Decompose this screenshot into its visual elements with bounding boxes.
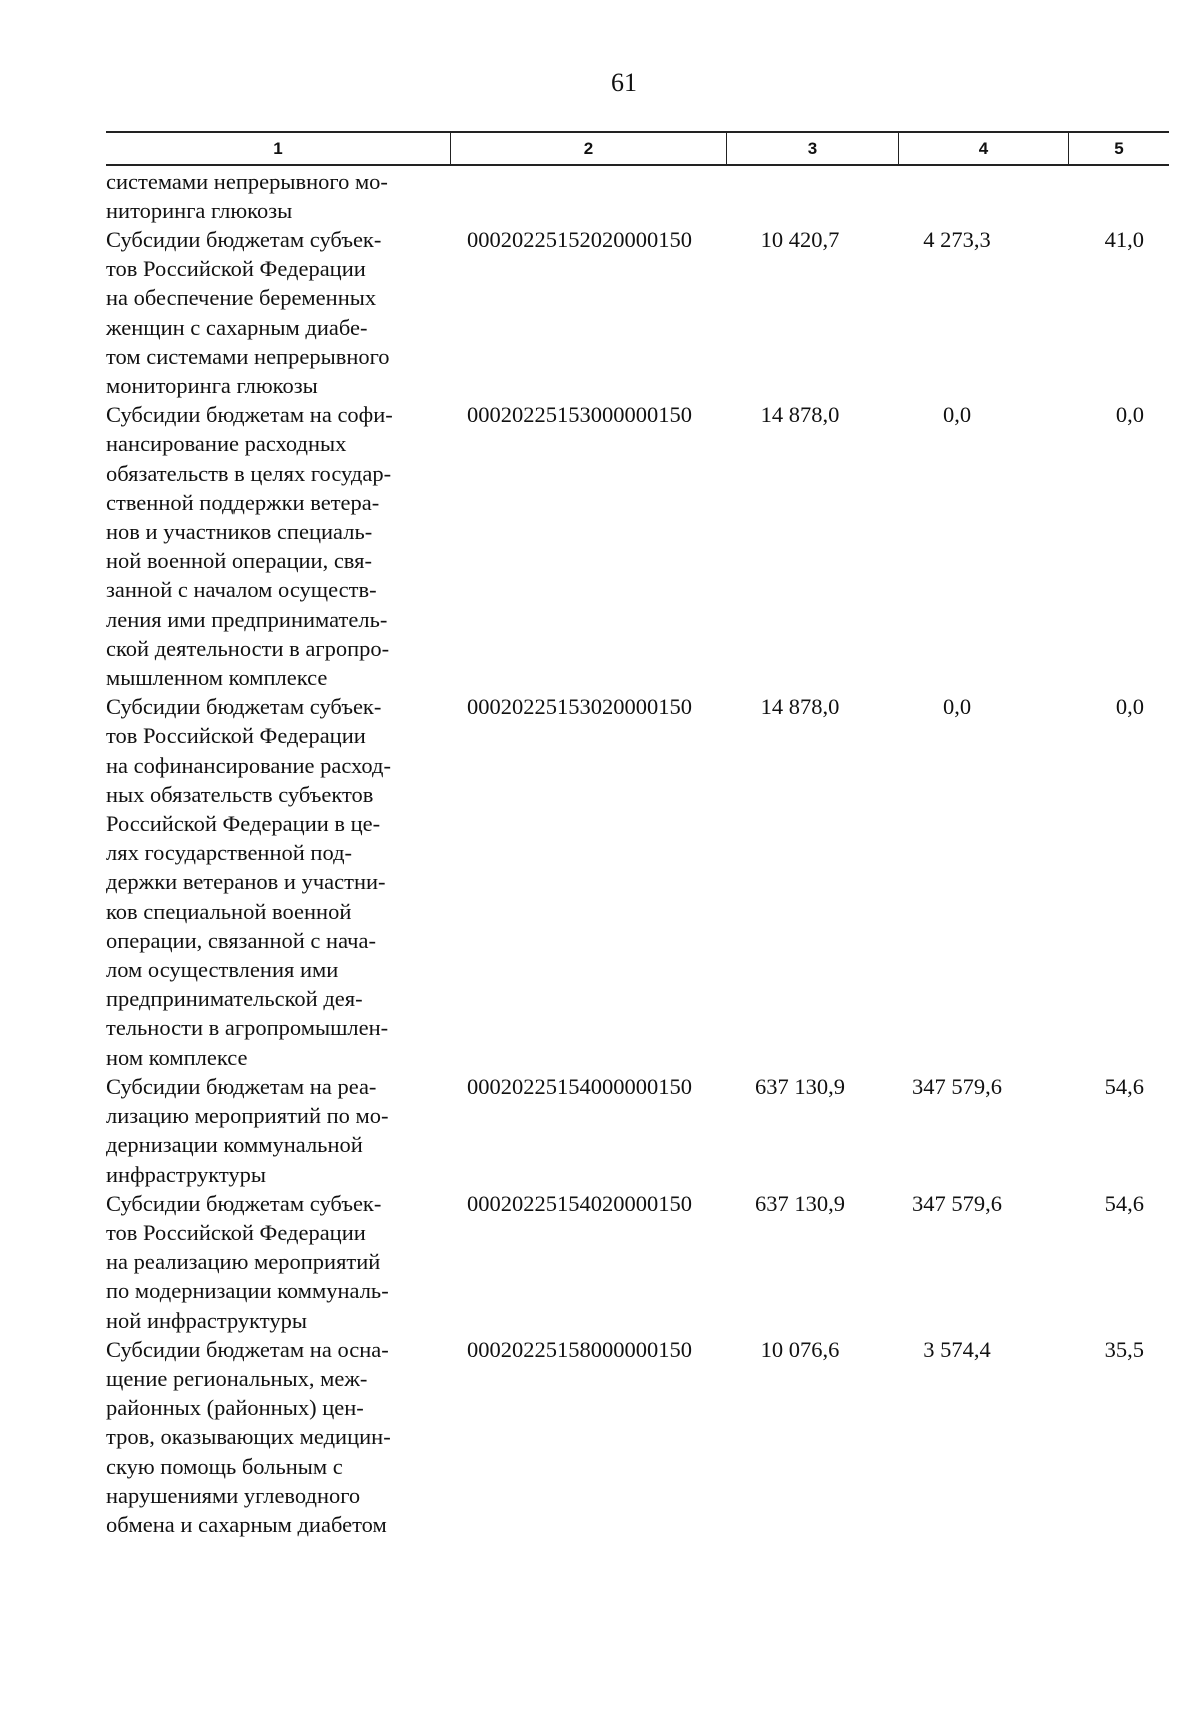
row-actual-value: 3 574,4	[923, 1336, 991, 1362]
table-row	[106, 692, 1169, 1072]
row-percent: 0,0	[1115, 694, 1144, 720]
row-plan-value	[716, 167, 864, 225]
row-name: Субсидии бюджетам субъек- тов Российской Федерации на обеспечение беременных женщин с сахарным диабе- том системами непрерывного мониторинга глюкозы	[106, 227, 390, 399]
row-name: Субсидии бюджетам субъек- тов Российской Федерации на реализацию мероприятий по модернизации коммуналь- ной инфраструктуры	[106, 1190, 389, 1333]
row-code: 00020225154020000150	[467, 1190, 692, 1216]
row-plan-value: 14 878,0	[760, 402, 840, 428]
table-row	[106, 225, 1169, 400]
row-code: 00020225158000000150	[467, 1336, 692, 1362]
row-code: 00020225153020000150	[467, 694, 692, 720]
row-plan-value: 10 420,7	[760, 227, 840, 252]
table-body	[106, 167, 1169, 1539]
row-actual-value: 4 273,3	[923, 227, 991, 252]
row-name: системами непрерывного мо- ниторинга глюкозы	[106, 169, 388, 224]
row-code: 00020225153000000150	[467, 402, 692, 428]
row-actual-value: 0,0	[942, 402, 972, 428]
page-number: 61	[611, 68, 637, 97]
row-percent: 54,6	[1104, 1190, 1144, 1216]
row-actual-value: 347 579,6	[912, 1190, 1002, 1216]
row-actual-value: 347 579,6	[912, 1073, 1002, 1099]
column-header-1: 1	[273, 138, 283, 158]
row-percent: 54,6	[1104, 1073, 1144, 1099]
row-percent: 35,5	[1104, 1336, 1144, 1362]
row-plan-value: 637 130,9	[755, 1190, 845, 1216]
row-plan-value: 10 076,6	[760, 1336, 840, 1362]
table-header	[106, 131, 1169, 166]
row-code	[440, 167, 716, 225]
column-header-4: 4	[898, 133, 1068, 164]
row-name: Субсидии бюджетам субъек- тов Российской Федерации на софинансирование расход- ных обязательств субъектов Российской Федерации в це- лях государственной под- держки ветеранов и участни- ков специальной военной операции, связанной с нача- лом осуществления ими предпринимательской дея- тельности в агропромышлен- ном комплексе	[106, 694, 391, 1070]
row-actual-value: 0,0	[942, 694, 972, 720]
column-header-5: 5	[1068, 133, 1169, 164]
row-name: Субсидии бюджетам на реа- лизацию мероприятий по мо- дернизации коммунальной инфраструктуры	[106, 1073, 389, 1187]
row-percent	[1038, 167, 1169, 225]
table-row	[106, 167, 1169, 225]
column-header-3: 3	[726, 133, 898, 164]
row-plan-value: 14 878,0	[760, 694, 840, 720]
row-plan-value: 637 130,9	[755, 1073, 845, 1099]
table-row	[106, 400, 1169, 692]
column-header-2: 2	[450, 133, 726, 164]
row-name: Субсидии бюджетам на софи- нансирование расходных обязательств в целях государ- ственной поддержки ветера- нов и участников специаль- ной военной операции, свя- занной с началом осуществ- ления ими предприниматель- ской деятельности в агропро- мышленном комплексе	[106, 402, 393, 691]
row-name: Субсидии бюджетам на осна- щение региональных, меж- районных (районных) цен- тров, оказывающих медицин- скую помощь больным с нарушениями углеводного обмена и сахарным диабетом	[106, 1336, 391, 1537]
row-actual-value	[864, 167, 1038, 225]
table-row	[106, 1335, 1169, 1539]
table-row	[106, 1072, 1169, 1189]
table-row	[106, 1189, 1169, 1335]
row-code: 00020225152020000150	[467, 227, 692, 252]
row-code: 00020225154000000150	[467, 1073, 692, 1099]
row-percent: 41,0	[1104, 227, 1144, 252]
row-percent: 0,0	[1115, 402, 1144, 428]
